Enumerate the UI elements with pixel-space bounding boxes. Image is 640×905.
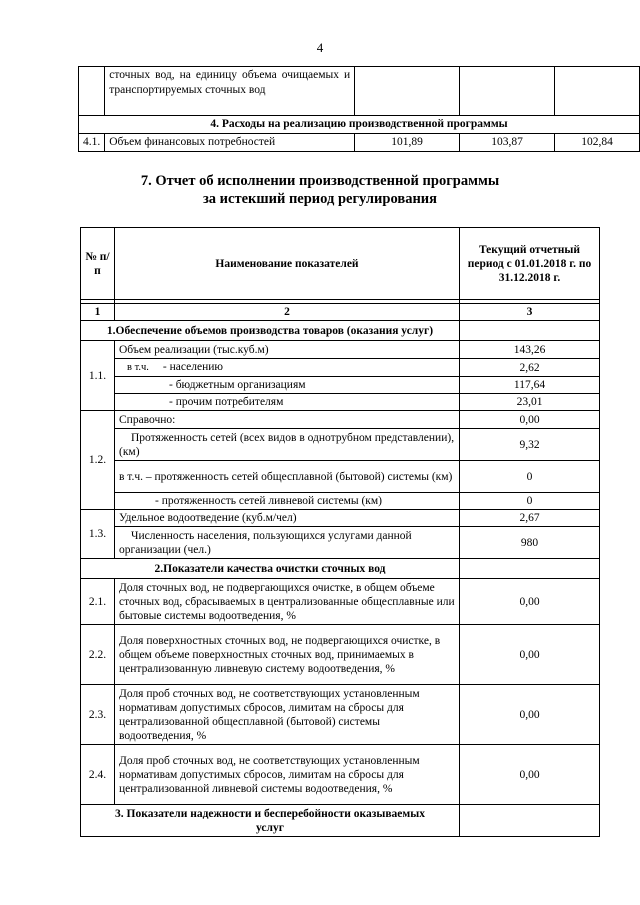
row-number: 2.3. [81,685,115,745]
value-cell: 0 [460,493,600,510]
financial-needs-table [78,66,640,152]
row-number: 1.2. [81,411,115,510]
table-row [81,625,600,685]
value-cell: 0,00 [460,625,600,685]
column-number: 2 [115,304,460,321]
value-cell: 0 [460,461,600,493]
row-name: Доля проб сточных вод, не соответствующих установленным нормативам допустимых сбросов, лимитам на сбросы для централизованной общесплавной (бытовой) системы водоотведения, % [115,685,460,745]
value-cell: 980 [460,527,600,559]
section-title-line-1: 7. Отчет об исполнении производственной программы [140,173,500,189]
row-prefix: в т.ч. [127,362,149,373]
header-period: Текущий отчетный период с 01.01.2018 г. по 31.12.2018 г. [460,228,600,300]
column-number-row [81,304,600,321]
value-cell: 101,89 [355,134,460,152]
row-number: 2.2. [81,625,115,685]
column-number: 1 [81,304,115,321]
table-row [81,579,600,625]
row-number: 2.4. [81,745,115,805]
section-title-line-2: за истекший период регулирования [202,191,438,207]
table-row [81,461,600,493]
value-cell: 0,00 [460,579,600,625]
report-table [80,227,600,837]
row-name: - протяженность сетей ливневой системы (км) [115,493,460,510]
column-number: 3 [460,304,600,321]
row-name: - прочим потребителям [115,394,460,411]
row-number: 4.1. [79,134,105,152]
row-name: Объем финансовых потребностей [105,134,355,152]
group-title-row [81,559,600,579]
section-title [0,172,640,208]
header-num: № п/п [81,228,115,300]
row-name: Доля проб сточных вод, не соответствующих установленным нормативам допустимых сбросов, лимитам на сбросы для централизованной ливневой системы водоотведения, % [115,745,460,805]
table-row [81,377,600,394]
row-name: Протяженность сетей (всех видов в однотрубном представлении), (км) [115,429,460,461]
row-name: Доля сточных вод, не подвергающихся очистке, в общем объеме сточных вод, сбрасываемых в централизованные общесплавные или бытовые системы водоотведения, % [115,579,460,625]
group-1-title: 1.Обеспечение объемов производства товаров (оказания услуг) [81,321,460,341]
table-row [81,685,600,745]
row-name: Численность населения, пользующихся услугами данной организации (чел.) [115,527,460,559]
row-number: 1.3. [81,510,115,559]
group-title-row [81,805,600,837]
value-cell: 117,64 [460,377,600,394]
header-row [81,228,600,300]
table-row [81,493,600,510]
header-name: Наименование показателей [115,228,460,300]
group-title-row [81,321,600,341]
value-cell: 103,87 [460,134,555,152]
group-2-title: 2.Показатели качества очистки сточных вод [81,559,460,579]
value-cell: 0,00 [460,685,600,745]
continuation-cell: сточных вод, на единицу объема очищаемых и транспортируемых сточных вод [105,67,355,116]
table-row [81,359,600,377]
table-row [79,67,640,116]
row-name: - бюджетным организациям [115,377,460,394]
row-name: в т.ч. – протяженность сетей общесплавной (бытовой) системы (км) [115,461,460,493]
value-cell: 2,62 [460,359,600,377]
table-row [79,134,640,152]
table-row [81,527,600,559]
table-row [81,510,600,527]
value-cell: 23,01 [460,394,600,411]
group-3-title: 3. Показатели надежности и бесперебойности оказываемых услуг [81,805,460,837]
table-row [81,341,600,359]
value-cell: 0,00 [460,745,600,805]
row-name: Объем реализации (тыс.куб.м) [115,341,460,359]
section-4-title: 4. Расходы на реализацию производственной программы [79,116,640,134]
table-row [79,116,640,134]
page-number: 4 [316,40,324,55]
table-row [81,745,600,805]
row-number: 1.1. [81,341,115,411]
table-row [81,411,600,429]
row-number: 2.1. [81,579,115,625]
table-row [81,394,600,411]
row-name: Удельное водоотведение (куб.м/чел) [115,510,460,527]
value-cell: 0,00 [460,411,600,429]
table-row [81,429,600,461]
row-name: Доля поверхностных сточных вод, не подвергающихся очистке, в общем объеме поверхностных сточных вод, принимаемых в централизованную ливневую систему водоотведения, % [115,625,460,685]
value-cell: 9,32 [460,429,600,461]
value-cell: 102,84 [555,134,640,152]
row-name: Справочно: [115,411,460,429]
value-cell: 143,26 [460,341,600,359]
value-cell: 2,67 [460,510,600,527]
row-name: в т.ч. - населению [115,359,460,377]
